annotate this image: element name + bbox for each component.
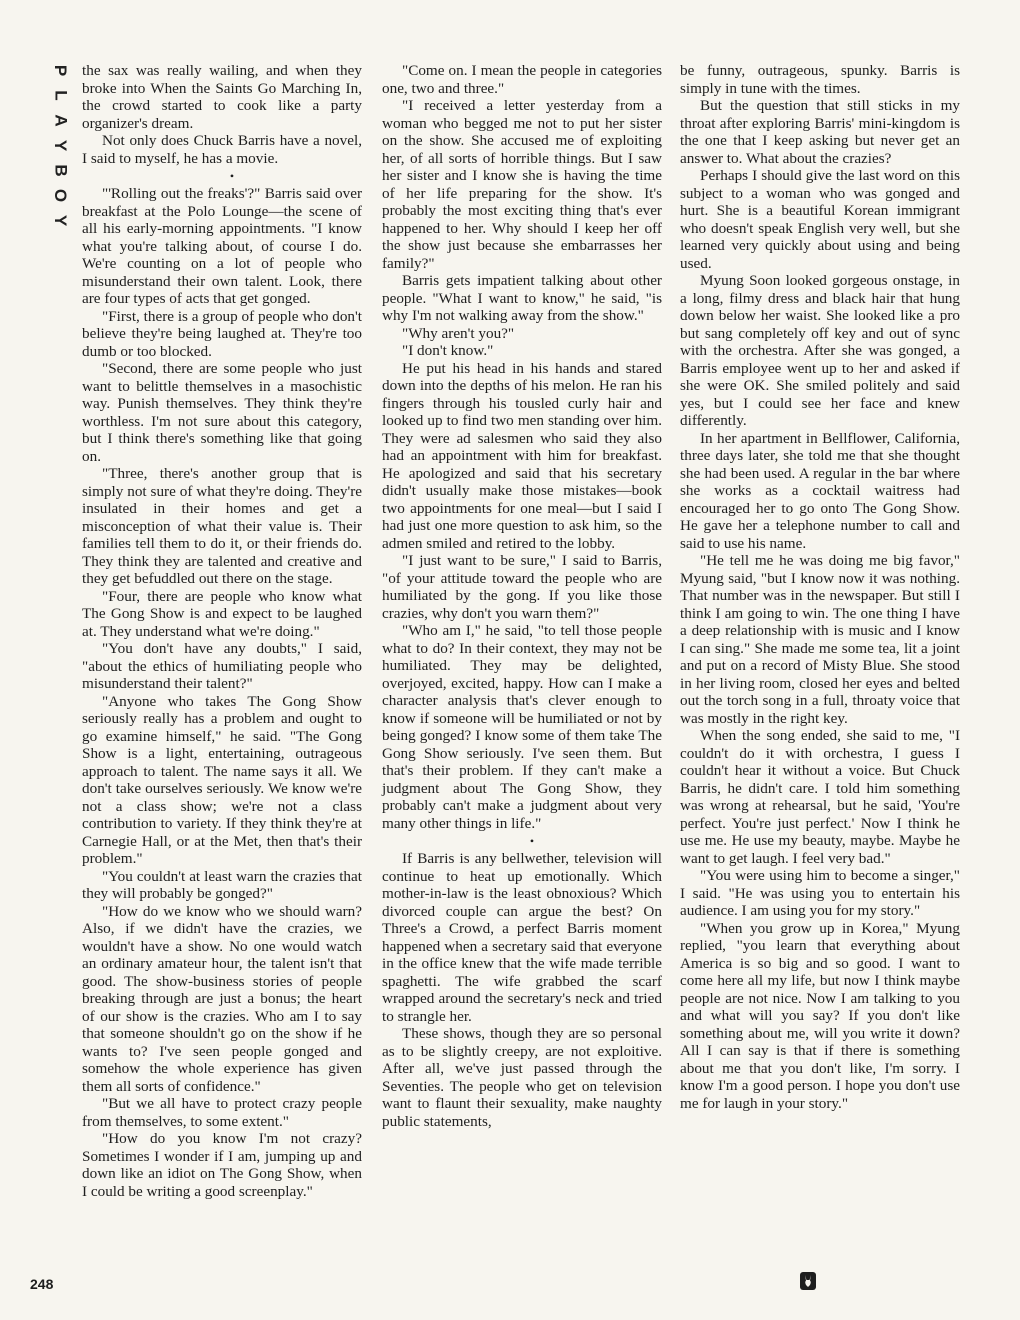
paragraph: "'Rolling out the freaks'?" Barris said over breakfast at the Polo Lounge—the scene of all his early-morning appointments. "I know what you're talking about, of course I do. We're counting on a lot of people who misunderstand their own talent. Look, there are four types of acts that get gonged. bbox=[82, 185, 362, 307]
section-break-bullet: • bbox=[529, 834, 535, 848]
paragraph: "But we all have to protect crazy people from themselves, to some extent." bbox=[82, 1095, 362, 1130]
column-3 bbox=[680, 62, 960, 1112]
masthead bbox=[47, 62, 75, 237]
paragraph: "Second, there are some people who just want to belittle themselves in a masochistic way. Punish themselves. They think they're worthless. I'm not sure about this category, but I think there's something like that going on. bbox=[82, 360, 362, 465]
section-break-bullet: • bbox=[229, 169, 235, 183]
paragraph: "When you grow up in Korea," Myung replied, "you learn that everything about America is so big and so good. I want to come here all my life, but now I think maybe people are not nice. Now I am talking to you and what will you say? If you don't like something about me, will you write it down? All I can say is that if there is something about me that you don't like, I'm sorry. I know I'm a good person. I hope you don't use me for laugh in your story." bbox=[680, 919, 960, 1112]
masthead-letter: L bbox=[51, 90, 71, 101]
masthead-letter: O bbox=[51, 188, 71, 203]
paragraph: Myung Soon looked gorgeous onstage, in a long, filmy dress and black hair that hung down below her waist. She looked like a pro but sang completely off key and out of sync with the orchestra. After she was gonged, a Barris employee went up to her and asked if she were OK. She smiled politely and said yes, but I could see her face and knew differently. bbox=[680, 272, 960, 429]
paragraph: be funny, outrageous, spunky. Barris is simply in tune with the times. bbox=[680, 62, 960, 97]
paragraph: "You were using him to become a singer," I said. "He was using you to entertain his audience. I am using you for my story." bbox=[680, 867, 960, 919]
paragraph: "He tell me he was doing me big favor," Myung said, "but I know now it was nothing. That number was in the newspaper. But still I think I am going to win. The one thing I have a deep relationship with is music and I know I can sing." She made me some tea, lit a joint and put on a record of Misty Blue. She stood in her living room, closed her eyes and belted out the torch song in a full, throaty voice that was mostly in the right key. bbox=[680, 552, 960, 727]
paragraph: In her apartment in Bellflower, California, three days later, she told me that she thought she had been used. A regular in the bar where she works as a cocktail waitress had encouraged her to go onto The Gong Show. He gave her a telephone number to call and said to use his name. bbox=[680, 429, 960, 552]
rabbit-head-end-icon bbox=[800, 1272, 816, 1290]
paragraph: "I received a letter yesterday from a woman who begged me not to put her sister on the show. She accused me of exploiting her, of all sorts of horrible things. But I saw her sister and I know she is having the time of her life preparing for the show. It's probably the most exciting thing that's ever happened to her. Why should I keep her off the show just because she embarrasses her family?" bbox=[382, 97, 662, 272]
masthead-letter: P bbox=[51, 64, 71, 77]
masthead-letter: A bbox=[51, 114, 71, 127]
paragraph: "I just want to be sure," I said to Barris, "of your attitude toward the people who are humiliated by the gong. If you like those crazies, why don't you warn them?" bbox=[382, 552, 662, 622]
column-2 bbox=[382, 62, 662, 1130]
paragraph: "I don't know." bbox=[402, 342, 494, 359]
paragraph: "Three, there's another group that is simply not sure of what they're doing. They're insulated in their homes and get a misconception of what their value is. Their families tell them to do it, or their friends do. They think they are talented and creative and they get befuddled out there on the stage. bbox=[82, 465, 362, 587]
paragraph: "How do you know I'm not crazy? Sometimes I wonder if I am, jumping up and down like an idiot on The Gong Show, when I could be writing a good screenplay." bbox=[82, 1130, 362, 1200]
masthead-letter: Y bbox=[51, 214, 71, 227]
paragraph: "You couldn't at least warn the crazies that they will probably be gonged?" bbox=[82, 867, 362, 902]
masthead-letter: B bbox=[51, 164, 71, 177]
paragraph: Perhaps I should give the last word on this subject to a woman who was gonged and hurt. She is a beautiful Korean immigrant who doesn't speak English very well, but she learned very quickly about using and being used. bbox=[680, 167, 960, 272]
paragraph: "Four, there are people who know what The Gong Show is and expect to be laughed at. They understand what we're doing." bbox=[82, 587, 362, 640]
paragraph: He put his head in his hands and stared down into the depths of his melon. He ran his fingers through his tousled curly hair and looked up to find two men standing over him. They were ad salesmen who said they also had an appointment with him for breakfast. He apologized and said that his secretary didn't usually make those mistakes—book two appointments for one meal—but I said I had just one more question to ask him, so the admen smiled and retired to the lobby. bbox=[382, 359, 662, 552]
masthead-letter: Y bbox=[51, 139, 71, 152]
page-number: 248 bbox=[30, 1276, 54, 1292]
paragraph: "First, there is a group of people who don't believe they're being laughed at. They're too dumb or too blocked. bbox=[82, 307, 362, 360]
paragraph: Barris gets impatient talking about other people. "What I want to know," he said, "is why I'm not walking away from the show." bbox=[382, 272, 662, 324]
paragraph: "Why aren't you?" bbox=[402, 324, 515, 342]
column-1 bbox=[82, 62, 362, 1200]
paragraph: "Anyone who takes The Gong Show seriously really has a problem and ought to go examine himself," he said. "The Gong Show is a light, entertaining, outrageous approach to talent. The name says it all. We don't take ourselves seriously. We know we're not a class show; we're not a class contribution to variety. If they think they're at Carnegie Hall, or at the Met, then that's their problem." bbox=[82, 692, 362, 867]
paragraph: These shows, though they are so personal as to be slightly creepy, are not exploitive. After all, we've just passed through the Seventies. The people who get on television want to flaunt their sexuality, make naughty public statements, bbox=[382, 1025, 662, 1130]
paragraph: the sax was really wailing, and when they broke into When the Saints Go Marching In, the crowd started to cook like a party organizer's dream. bbox=[82, 62, 362, 132]
paragraph: But the question that still sticks in my throat after exploring Barris' mini-kingdom is the one that I keep asking but never get an answer to. What about the crazies? bbox=[680, 97, 960, 167]
paragraph: If Barris is any bellwether, television will continue to heat up emotionally. Which mother-in-law is the least obnoxious? Which divorced couple can argue the best? On Three's a Crowd, a perfect Barris moment happened when a secretary said that everyone in the office knew that the wife made terrible spaghetti. The wife grabbed the scarf wrapped around the secretary's neck and tried to strangle her. bbox=[382, 850, 662, 1025]
paragraph: "Who am I," he said, "to tell those people what to do? In their context, they may not be humiliated. They may be delighted, overjoyed, excited, happy. How can I make a character analysis that's clever enough to know if someone will be humiliated or not by being gonged? I know some of them take The Gong Show seriously. I've seen them. But that's their problem. If they can't make a judgment about The Gong Show, they probably can't make a judgment about very many other things in life." bbox=[382, 622, 662, 832]
paragraph: Not only does Chuck Barris have a novel, I said to myself, he has a movie. bbox=[82, 132, 362, 167]
paragraph: "You don't have any doubts," I said, "about the ethics of humiliating people who misunderstand their talent?" bbox=[82, 640, 362, 692]
paragraph: "How do we know who we should warn? Also, if we didn't have the crazies, we wouldn't have a show. No one would watch an ordinary amateur hour, the talent isn't that good. The show-business stories of people breaking through are just a bonus; the heart of our show is the crazies. Who am I to say that someone shouldn't go on the show if he wants to? I've seen people gonged and somehow the whole experience has given them all sorts of confidence." bbox=[82, 902, 362, 1095]
paragraph: "Come on. I mean the people in categories one, two and three." bbox=[382, 62, 662, 97]
paragraph: When the song ended, she said to me, "I couldn't do it with orchestra, I guess I couldn't hear it without a voice. But Chuck Barris, he didn't care. I told him something was wrong at rehearsal, but he said, 'You're perfect. You're just perfect.' Now I think he use me. He use my beauty, maybe. Maybe he want to get laugh. I feel very bad." bbox=[680, 727, 960, 867]
